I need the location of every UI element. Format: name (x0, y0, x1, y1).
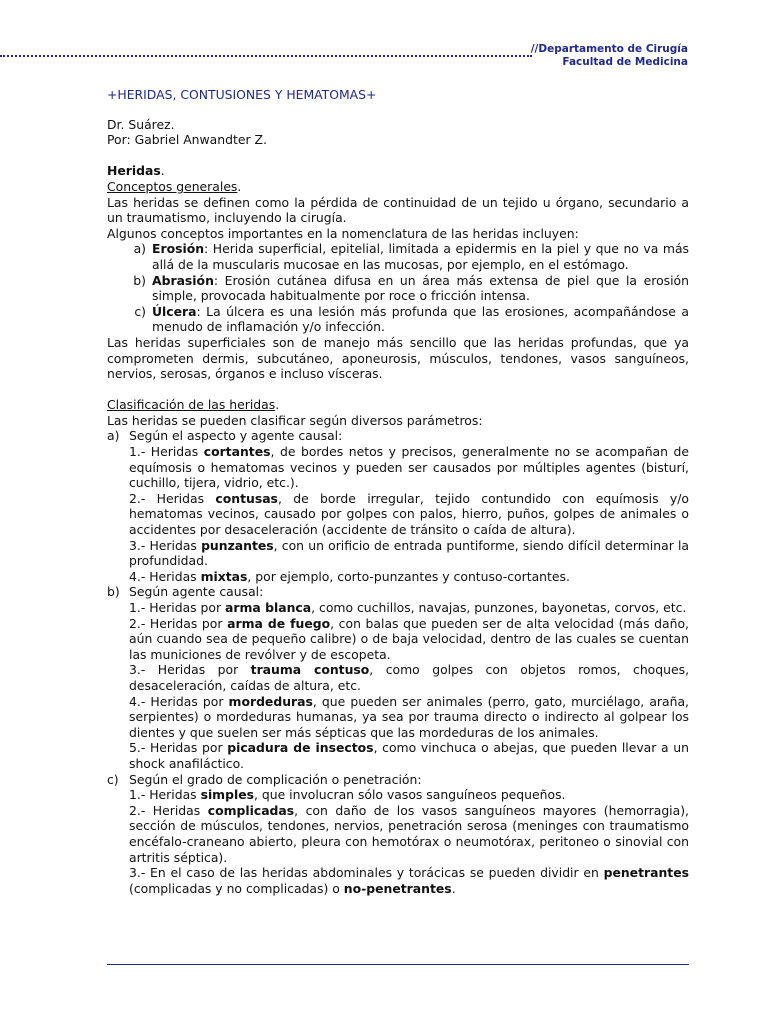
list-item: 4.- Heridas mixtas, por ejemplo, corto-punzantes y contuso-cortantes. (129, 568, 570, 584)
paragraph-intro: Algunos conceptos importantes en la nomenclatura de las heridas incluyen: (107, 225, 579, 241)
list-item: 3.- Heridas por trauma contuso, como golpes con objetos romos, choques, desaceleración, caídas de altura, etc. (129, 662, 690, 693)
concepts-list (107, 241, 689, 335)
paragraph-definition: Las heridas se definen como la pérdida de continuidad de un tejido u órgano, secundario a un traumatismo, incluyendo la cirugía. (107, 194, 689, 226)
document-header (531, 43, 688, 69)
list-item: 3.- En el caso de las heridas abdominales y torácicas se pueden dividir en penetrantes (complicadas y no complicadas) o no-penetrantes. (129, 865, 689, 896)
list-item: 2.- Heridas por arma de fuego, con balas que pueden ser de alta velocidad (más daño, aún cuando sea de pequeño calibre) o de baja velocidad, dentro de las cuales se cuentan las municiones de revólver y de escopeta. (129, 615, 689, 662)
department-label: //Departamento de Cirugía (530, 43, 688, 55)
classification-c: c) Según el grado de complicación o penetración: (107, 771, 422, 787)
list-item: 1.- Heridas simples, que involucran sólo vasos sanguíneos pequeños. (129, 787, 566, 803)
paragraph-clasificacion-intro: Las heridas se pueden clasificar según diversos parámetros: (107, 412, 483, 428)
list-item: 4.- Heridas por mordeduras, que pueden ser animales (perro, gato, murciélago, araña, serpientes) o mordeduras humanas, ya sea por trauma directo o indirecto al golpear los dientes y que suelen ser más sépticas que las mordeduras de los animales. (129, 693, 689, 740)
list-item: a) Erosión: Herida superficial, epitelial, limitada a epidermis en la piel y que no va más allá de la muscularis mucosae en las mucosas, por ejemplo, en el estómago. (133, 241, 689, 272)
classification-a: a) Según el aspecto y agente causal: (107, 428, 343, 444)
list-item: 5.- Heridas por picadura de insectos, como vinchuca o abejas, que pueden llevar a un shock anafiláctico. (129, 740, 689, 771)
list-item: 3.- Heridas punzantes, con un orificio de entrada puntiforme, siendo difícil determinar la profundidad. (129, 537, 690, 569)
list-item: b) Abrasión: Erosión cutánea difusa en un área más extensa de piel que la erosión simple, provocada habitualmente por roce o fricción intensa. (133, 272, 689, 304)
section-heading-heridas: Heridas. (107, 163, 165, 179)
author-by: Por: Gabriel Anwandter Z. (107, 132, 267, 148)
document-title: +HERIDAS, CONTUSIONES Y HEMATOMAS+ (107, 87, 377, 102)
faculty-label: Facultad de Medicina (562, 56, 688, 68)
list-item: 2.- Heridas contusas, de borde irregular, tejido contundido con equímosis y/o hematomas vecinos, causado por golpes con palos, hierro, puños, golpes de animales o accidentes por desaceleración (accidente de tránsito o caída de altura). (129, 490, 690, 538)
list-item: c) Úlcera: La úlcera es una lesión más profunda que las erosiones, acompañándose a menudo de inflamación y/o infección. (134, 303, 689, 335)
list-item: 1.- Heridas cortantes, de bordes netos y precisos, generalmente no se acompañan de equímosis o hematomas vecinos y pueden ser causados por múltiples agentes (bisturí, cuchillo, tijera, vidrio, etc.). (129, 444, 689, 491)
list-item: 1.- Heridas por arma blanca, como cuchillos, navajas, punzones, bayonetas, corvos, etc. (129, 600, 687, 615)
document-body (107, 87, 689, 896)
footer-rule (107, 964, 689, 965)
list-item: 2.- Heridas complicadas, con daño de los vasos sanguíneos mayores (hemorragia), sección de músculos, tendones, nervios, penetración serosa (meninges con traumatismo encéfalo-craneano abierto, pleura con hemotórax o neumotórax, peritoneo o sinovial con artritis séptica). (129, 802, 689, 865)
classification-b: b) Según agente causal: (107, 584, 264, 600)
subsection-conceptos: Conceptos generales. (107, 178, 242, 194)
paragraph-superficiales: Las heridas superficiales son de manejo más sencillo que las heridas profundas, que ya comprometen dermis, subcutáneo, aponeurosis, músculos, tendones, vasos sanguíneos, nervios, serosas, órganos e incluso vísceras. (107, 334, 689, 382)
header-dotted-line (0, 55, 532, 57)
subsection-clasificacion: Clasificación de las heridas. (107, 397, 280, 413)
author-doctor: Dr. Suárez. (107, 116, 175, 132)
